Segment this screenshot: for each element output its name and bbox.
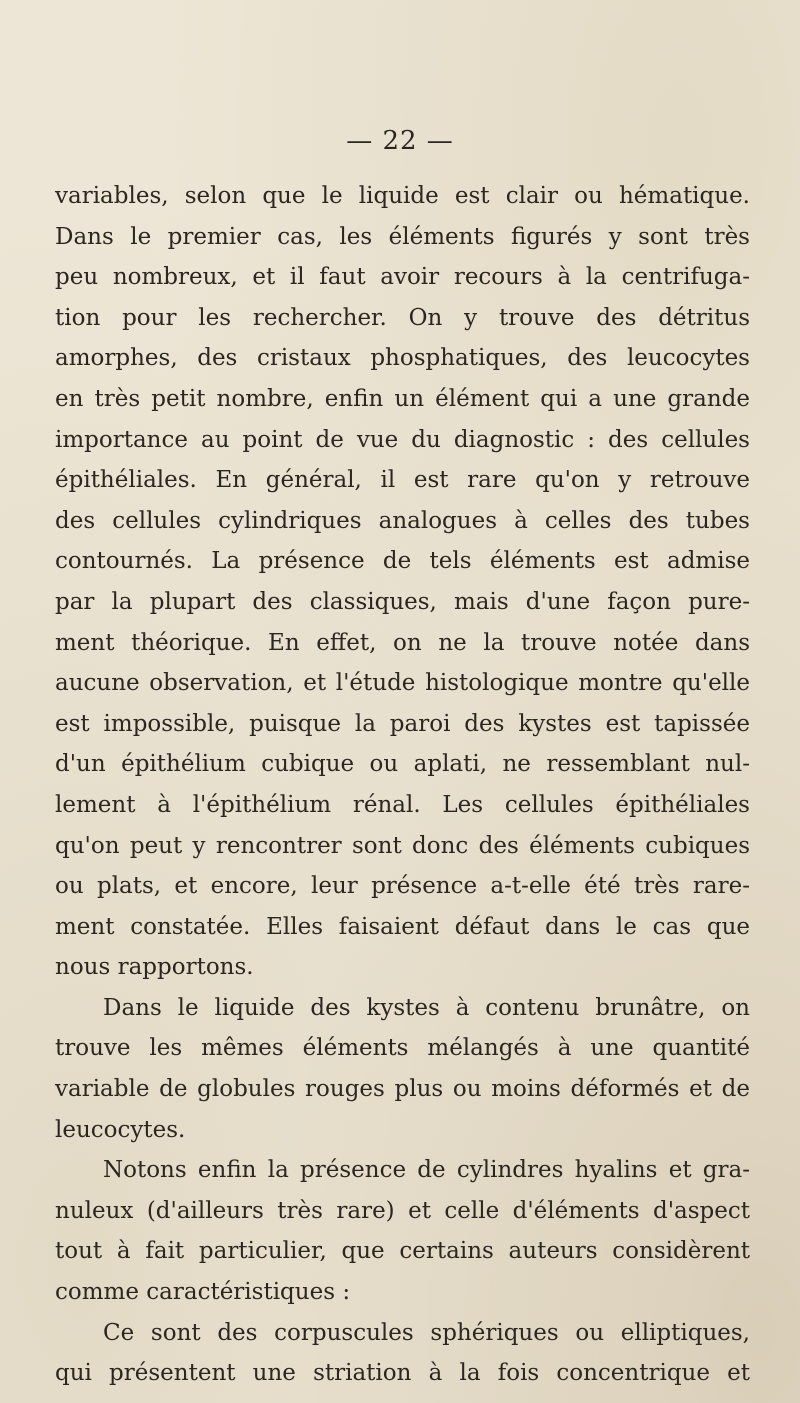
page-number: — 22 — [346,126,454,156]
text-line: Dans le premier cas, les éléments figurés y sont très [55,223,750,250]
text-line: amorphes, des cristaux phosphatiques, des leucocytes [55,345,750,372]
text-line: nous rapportons. [55,954,254,981]
text-line: comme caractéristiques : [55,1279,351,1306]
text-line: peu nombreux, et il faut avoir recours à la centrifuga- [55,264,750,291]
text-line: aucune observation, et l'étude histologique montre qu'elle [55,670,750,697]
text-line: ment théorique. En effet, on ne la trouve notée dans [55,629,750,656]
text-line: Ce sont des corpuscules sphériques ou elliptiques, [103,1319,750,1346]
text-line: tout à fait particulier, que certains auteurs considèrent [55,1238,750,1265]
text-line: par la plupart des classiques, mais d'une façon pure- [55,588,750,615]
text-line: tion pour les rechercher. On y trouve des détritus [55,304,750,331]
text-line: est impossible, puisque la paroi des kystes est tapissée [55,710,750,737]
text-line: variables, selon que le liquide est clair ou hématique. [55,183,750,209]
body-text [55,176,750,1394]
text-line: Notons enfin la présence de cylindres hyalins et gra- [103,1157,750,1184]
text-line: épithéliales. En général, il est rare qu'on y retrouve [55,467,750,494]
text-line: des cellules cylindriques analogues à celles des tubes [55,507,750,534]
text-line: leucocytes. [55,1116,186,1143]
text-line: nuleux (d'ailleurs très rare) et celle d'éléments d'aspect [55,1197,750,1224]
text-line: lement à l'épithélium rénal. Les cellules épithéliales [55,791,750,818]
text-line: variable de globules rouges plus ou moins déformés et de [55,1076,750,1103]
text-line: en très petit nombre, enfin un élément qui a une grande [55,385,750,412]
text-line: Dans le liquide des kystes à contenu brunâtre, on [103,994,750,1021]
text-line: importance au point de vue du diagnostic : des cellules [55,426,750,453]
text-line: ment constatée. Elles faisaient défaut dans le cas que [55,913,750,940]
text-line: qui présentent une striation à la fois concentrique et [55,1360,750,1387]
text-line: ou plats, et encore, leur présence a-t-elle été très rare- [55,873,750,900]
text-line: contournés. La présence de tels éléments est admise [55,548,750,575]
text-line: trouve les mêmes éléments mélangés à une quantité [55,1035,750,1062]
text-line: qu'on peut y rencontrer sont donc des éléments cubiques [55,832,750,859]
text-line: d'un épithélium cubique ou aplati, ne ressemblant nul- [55,751,750,778]
